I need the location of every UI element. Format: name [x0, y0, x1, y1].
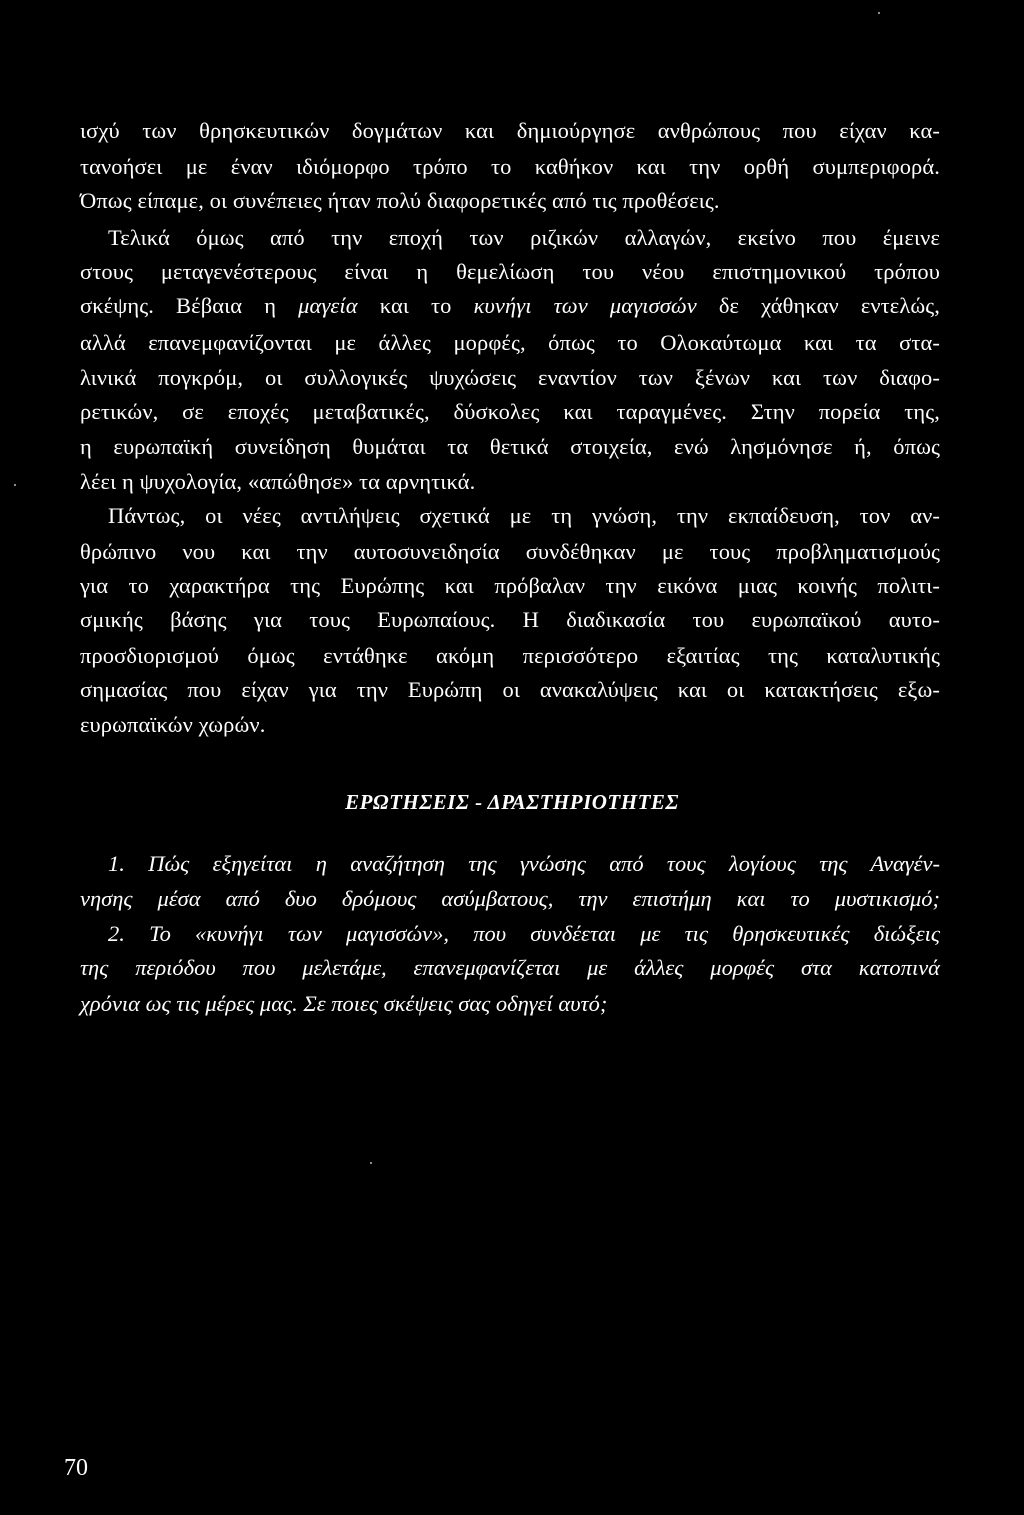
- body-line-text: για το χαρακτήρα της Ευρώπης και πρόβαλαν την εικόνα μιας κοινής πολιτι-: [80, 573, 940, 598]
- body-line-emphasis: μαγεία: [298, 293, 358, 318]
- section-heading: ΕΡΩΤΗΣΕΙΣ - ΔΡΑΣΤΗΡΙΟΤΗΤΕΣ: [345, 790, 679, 814]
- body-line-text: στους μεταγενέστερους είναι η θεμελίωση του νέου επιστημονικού τρόπου: [80, 259, 940, 284]
- body-line-text: ρετικών, σε εποχές μεταβατικές, δύσκολες και ταραγμένες. Στην πορεία της,: [80, 399, 940, 424]
- body-line-text: προσδιορισμού όμως εντάθηκε ακόμη περισσότερο εξαιτίας της καταλυτικής: [80, 643, 940, 668]
- body-line: [80, 568, 940, 604]
- scan-speck: [14, 484, 16, 486]
- body-line: [80, 429, 940, 465]
- question-line: χρόνια ως τις μέρες μας. Σε ποιες σκέψεις σας οδηγεί αυτό;: [80, 991, 608, 1016]
- question-line: της περιόδου που μελετάμε, επανεμφανίζεται με άλλες μορφές στα κατοπινά: [80, 955, 940, 980]
- body-line-text: σκέψης. Βέβαια η: [80, 293, 299, 318]
- body-line: [80, 464, 940, 500]
- question-line: νησης μέσα από δυο δρόμους ασύμβατους, την επιστήμη και το μυστικισμό;: [80, 886, 940, 911]
- body-line: [80, 672, 940, 708]
- scan-speck: [370, 1162, 372, 1164]
- body-line-text: αλλά επανεμφανίζονται με άλλες μορφές, όπως το Ολοκαύτωμα και τα στα-: [80, 330, 940, 355]
- body-line-emphasis: κυνήγι των μαγισσών: [473, 293, 697, 318]
- body-line-text: λέει η ψυχολογία, «απώθησε» τα αρνητικά.: [80, 469, 476, 494]
- body-line: [80, 534, 940, 570]
- body-line: [80, 602, 940, 638]
- body-line-text: θρώπινο νου και την αυτοσυνειδησία συνδέθηκαν με τους προβληματισμούς: [80, 539, 940, 564]
- body-line: [80, 149, 940, 185]
- body-line-text: σμικής βάσης για τους Ευρωπαίους. Η διαδικασία του ευρωπαϊκού αυτο-: [80, 607, 940, 632]
- scan-speck: [878, 12, 880, 14]
- body-line: [80, 707, 940, 743]
- body-line-text: και το: [357, 293, 474, 318]
- body-line: [108, 220, 940, 256]
- body-line: [80, 325, 940, 361]
- body-line: [80, 254, 940, 290]
- body-line-text: λινικά πογκρόμ, οι συλλογικές ψυχώσεις εναντίον των ξένων και των διαφο-: [80, 365, 940, 390]
- question-line: 1. Πώς εξηγείται η αναζήτηση της γνώσης από τους λογίους της Αναγέν-: [108, 851, 940, 876]
- body-line-text: τανοήσει με έναν ιδιόμορφο τρόπο το καθήκον και την ορθή συμπεριφορά.: [80, 154, 940, 179]
- body-line-text: Τελικά όμως από την εποχή των ριζικών αλλαγών, εκείνο που έμεινε: [108, 225, 940, 250]
- body-line: [80, 360, 940, 396]
- body-line: [108, 498, 940, 534]
- body-line-text: Πάντως, οι νέες αντιλήψεις σχετικά με τη γνώση, την εκπαίδευση, τον αν-: [108, 503, 940, 528]
- body-line-text: η ευρωπαϊκή συνείδηση θυμάται τα θετικά στοιχεία, ενώ λησμόνησε ή, όπως: [80, 434, 940, 459]
- body-line: [80, 183, 940, 219]
- body-line: [80, 638, 940, 674]
- body-line-text: Όπως είπαμε, οι συνέπειες ήταν πολύ διαφορετικές από τις προθέσεις.: [80, 188, 720, 213]
- body-line: [80, 113, 940, 149]
- body-line-text: ισχύ των θρησκευτικών δογμάτων και δημιούργησε ανθρώπους που είχαν κα-: [80, 118, 940, 143]
- body-line-text: δε χάθηκαν εντελώς,: [696, 293, 940, 318]
- body-line-text: ευρωπαϊκών χωρών.: [80, 712, 266, 737]
- body-line-text: σημασίας που είχαν για την Ευρώπη οι ανακαλύψεις και οι κατακτήσεις εξω-: [80, 677, 940, 702]
- body-line: [80, 394, 940, 430]
- body-line: [80, 288, 940, 324]
- page-number: 70: [64, 1455, 88, 1481]
- question-line: 2. Το «κυνήγι των μαγισσών», που συνδέεται με τις θρησκευτικές διώξεις: [108, 921, 940, 946]
